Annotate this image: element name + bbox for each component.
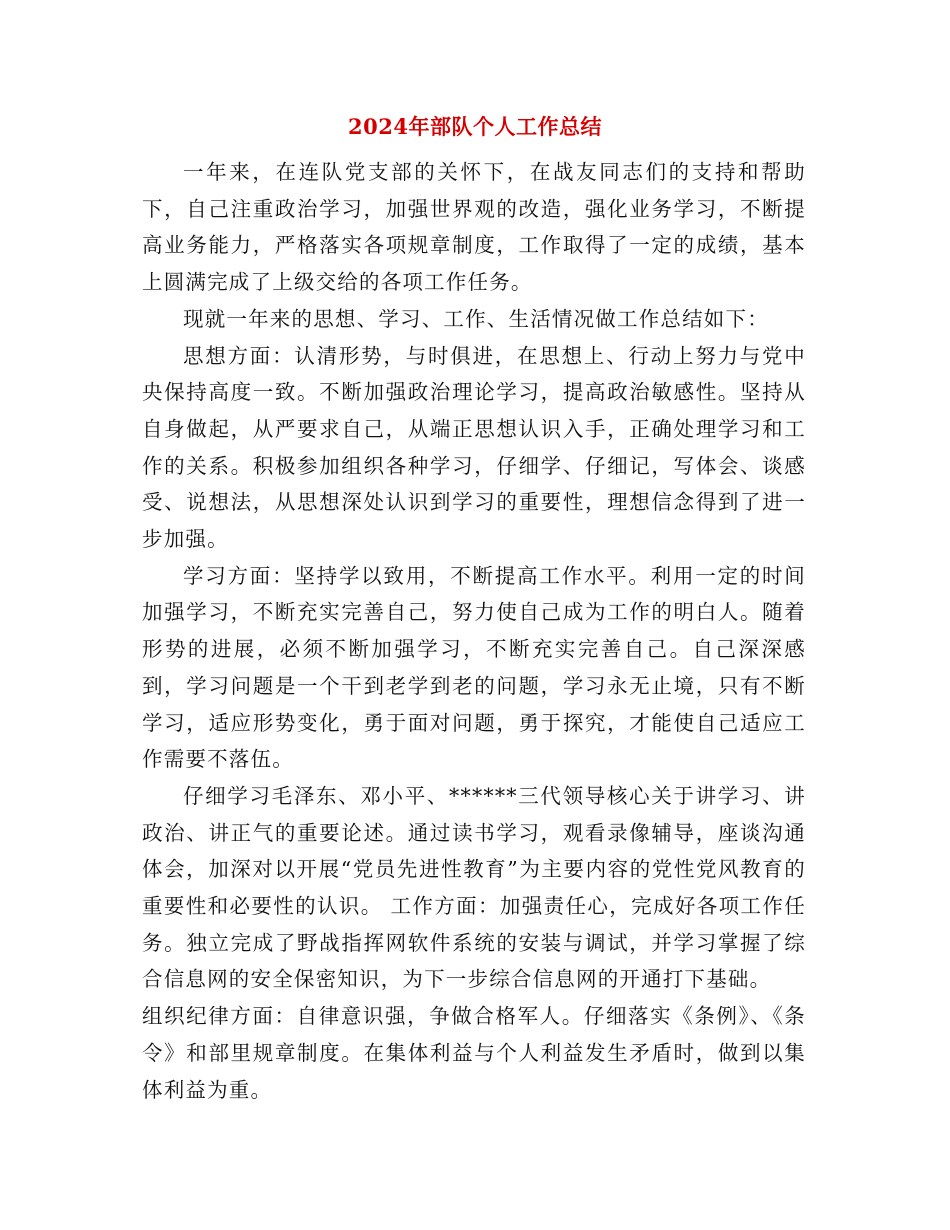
document-body	[142, 154, 806, 1108]
paragraph-summary-lead: 现就一年来的思想、学习、工作、生活情况做工作总结如下：	[183, 306, 769, 331]
paragraph-discipline: 组织纪律方面：自律意识强，争做合格军人。仔细落实《条例》、《条令》和部里规章制度。在集体利益与个人利益发生矛盾时，做到以集体利益为重。	[142, 1004, 806, 1102]
paragraph-study-work: 仔细学习毛泽东、邓小平、******三代领导核心关于讲学习、讲政治、讲正气的重要论述。通过读书学习，观看录像辅导，座谈沟通体会，加深对以开展“党员先进性教育”为主要内容的党性党风教育的重要性和必要性的认识。 工作方面：加强责任心，完成好各项工作任务。独立完成了野战指挥网软件系统的安装与调试，并学习掌握了综合信息网的安全保密知识，为下一步综合信息网的开通打下基础。	[142, 783, 806, 992]
document-title: 2024年部队个人工作总结	[348, 114, 602, 139]
paragraph-thought: 思想方面：认清形势，与时俱进，在思想上、行动上努力与党中央保持高度一致。不断加强政治理论学习，提高政治敏感性。坚持从自身做起，从严要求自己，从端正思想认识入手，正确处理学习和工作的关系。积极参加组织各种学习，仔细学、仔细记，写体会、谈感受、说想法，从思想深处认识到学习的重要性，理想信念得到了进一步加强。	[142, 343, 806, 552]
paragraph-study: 学习方面：坚持学以致用，不断提高工作水平。利用一定的时间加强学习，不断充实完善自己，努力使自己成为工作的明白人。随着形势的进展，必须不断加强学习，不断充实完善自己。自己深深感到，学习问题是一个干到老学到老的问题，学习永无止境，只有不断学习，适应形势变化，勇于面对问题，勇于探究，才能使自己适应工作需要不落伍。	[142, 563, 806, 772]
paragraph-intro: 一年来，在连队党支部的关怀下，在战友同志们的支持和帮助下，自己注重政治学习，加强世界观的改造，强化业务学习，不断提高业务能力，严格落实各项规章制度，工作取得了一定的成绩，基本上圆满完成了上级交给的各项工作任务。	[142, 160, 806, 295]
